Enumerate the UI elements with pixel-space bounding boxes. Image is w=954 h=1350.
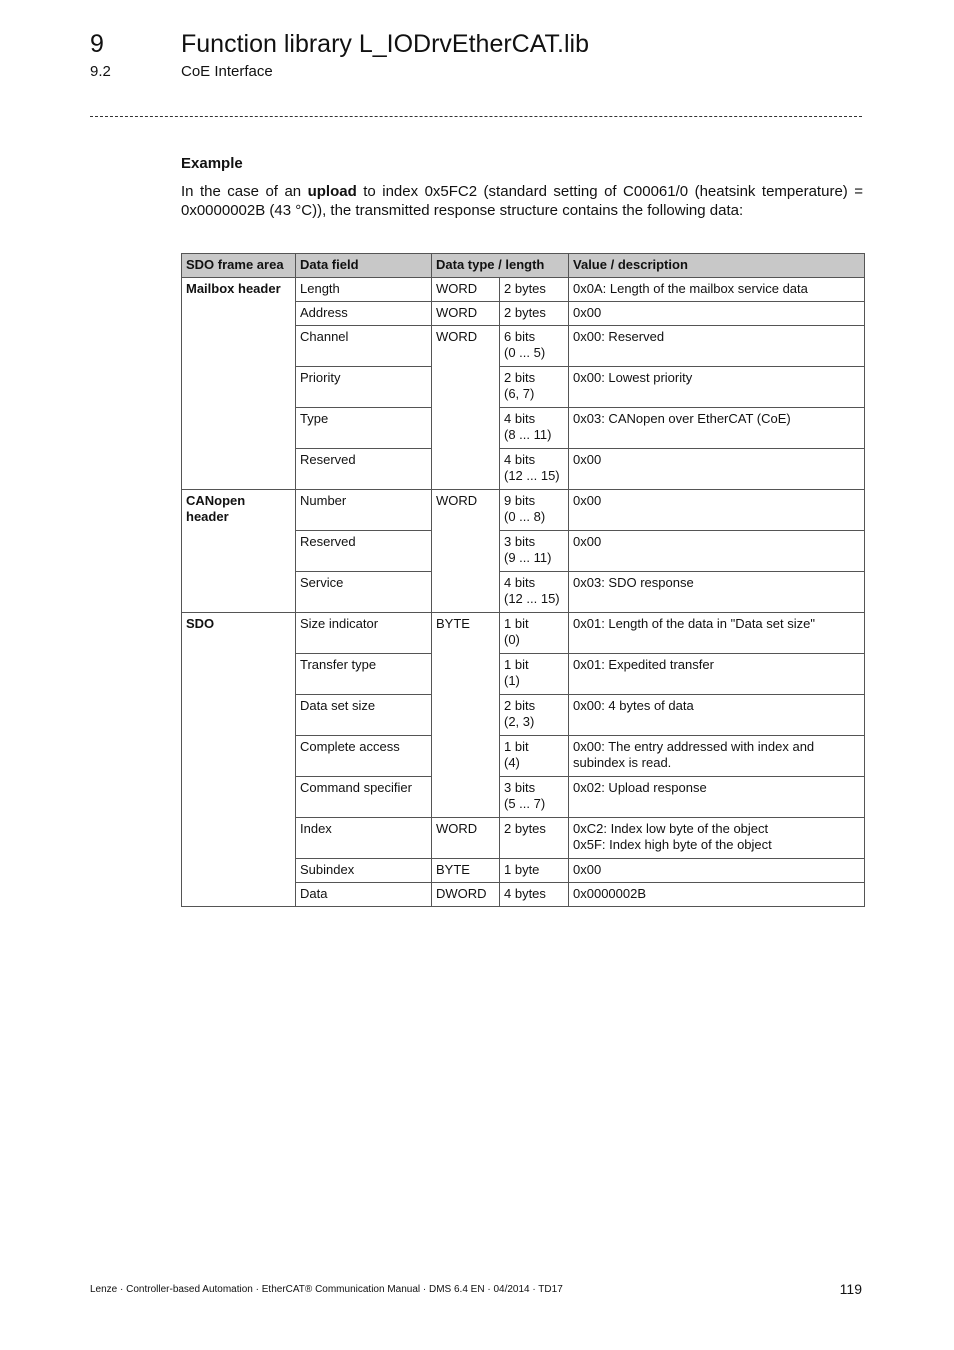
length-value: 2 bits [504,370,536,385]
length-cell [500,572,569,613]
description-cell: 0x00 [569,490,865,531]
table-row [182,613,865,654]
description-cell [569,736,865,777]
sdo-response-table [181,253,865,907]
page-number: 119 [839,1281,862,1297]
data-type-cell: WORD [432,278,500,302]
description-line: 0x00: The entry addressed with index and [573,739,815,754]
bit-range: (0) [504,632,520,647]
length-cell [500,531,569,572]
data-field-cell: Address [296,302,432,326]
data-type-cell: WORD [432,302,500,326]
length-value: 6 bits [504,329,536,344]
data-field-cell: Channel [296,326,432,367]
length-value: 1 bit [504,616,529,631]
length-cell [500,490,569,531]
description-cell: 0x01: Expedited transfer [569,654,865,695]
length-value: 1 byte [504,862,540,877]
length-value: 1 bit [504,739,529,754]
data-type-cell: BYTE [432,859,500,883]
length-cell [500,883,569,907]
length-value: 4 bits [504,452,536,467]
data-field-cell: Index [296,818,432,859]
description-cell: 0x00 [569,449,865,490]
length-cell [500,859,569,883]
description-cell: 0x00: Reserved [569,326,865,367]
description-cell: 0x00: Lowest priority [569,367,865,408]
bit-range: (0 ... 8) [504,509,546,524]
table-header-row [182,254,865,278]
description-cell: 0x00: 4 bytes of data [569,695,865,736]
description-cell [569,818,865,859]
bit-range: (1) [504,673,520,688]
length-cell [500,736,569,777]
section-title: CoE Interface [181,63,273,80]
footer-publication-info: Lenze · Controller-based Automation · EtherCAT® Communication Manual · DMS 6.4 EN · 04/2014 · TD17 [90,1284,563,1295]
description-cell: 0x00 [569,859,865,883]
data-field-cell: Complete access [296,736,432,777]
length-cell [500,302,569,326]
description-cell: 0x0000002B [569,883,865,907]
area-canopen-header: CANopen header [182,490,296,613]
header-divider [90,116,862,117]
data-field-cell: Number [296,490,432,531]
length-value: 4 bits [504,575,536,590]
data-type-cell: BYTE [432,613,500,818]
length-value: 2 bytes [504,281,546,296]
bit-range: (4) [504,755,520,770]
data-field-cell: Size indicator [296,613,432,654]
length-cell [500,777,569,818]
data-field-cell: Type [296,408,432,449]
bit-range: (2, 3) [504,714,535,729]
intro-text-start: In the case of an [181,183,308,200]
data-field-cell: Service [296,572,432,613]
header-sdo-frame-area: SDO frame area [182,254,296,278]
length-value: 4 bytes [504,886,546,901]
bit-range: (12 ... 15) [504,591,560,606]
description-line: 0xC2: Index low byte of the object [573,821,769,836]
description-line: subindex is read. [573,755,672,770]
table-row [182,278,865,302]
header-value-description: Value / description [569,254,865,278]
description-cell: 0x01: Length of the data in "Data set size" [569,613,865,654]
intro-bold-word: upload [307,183,357,200]
data-type-cell: WORD [432,818,500,859]
header-data-field: Data field [296,254,432,278]
length-cell [500,278,569,302]
data-field-cell: Length [296,278,432,302]
description-cell: 0x03: CANopen over EtherCAT (CoE) [569,408,865,449]
data-field-cell: Reserved [296,449,432,490]
data-field-cell: Priority [296,367,432,408]
data-field-cell: Data [296,883,432,907]
description-cell: 0x03: SDO response [569,572,865,613]
chapter-title: Function library L_IODrvEtherCAT.lib [181,30,590,58]
length-value: 1 bit [504,657,529,672]
example-heading: Example [181,155,243,172]
data-field-cell: Subindex [296,859,432,883]
chapter-number: 9 [90,30,104,58]
description-cell: 0x02: Upload response [569,777,865,818]
length-cell [500,818,569,859]
data-field-cell: Reserved [296,531,432,572]
description-line: 0x5F: Index high byte of the object [573,837,772,852]
header-data-type-length: Data type / length [432,254,569,278]
length-value: 3 bits [504,780,536,795]
section-number: 9.2 [90,63,111,80]
bit-range: (9 ... 11) [504,550,552,565]
data-type-cell: WORD [432,490,500,613]
description-cell: 0x0A: Length of the mailbox service data [569,278,865,302]
area-sdo: SDO [182,613,296,907]
bit-range: (0 ... 5) [504,345,546,360]
bit-range: (6, 7) [504,386,535,401]
data-type-cell: WORD [432,326,500,490]
length-cell [500,326,569,367]
length-cell [500,695,569,736]
data-field-cell: Data set size [296,695,432,736]
intro-text-end: to index 0x5FC2 (standard setting of C00061/0 (heatsink temperature) = 0x0000002B (43 °C)), the transmitted response structure contains the following data: [181,183,864,219]
bit-range: (8 ... 11) [504,427,552,442]
description-cell: 0x00 [569,531,865,572]
length-cell [500,408,569,449]
length-value: 2 bytes [504,305,546,320]
data-field-cell: Command specifier [296,777,432,818]
length-value: 3 bits [504,534,536,549]
table-row [182,490,865,531]
length-value: 4 bits [504,411,536,426]
length-value: 2 bytes [504,821,546,836]
data-field-cell: Transfer type [296,654,432,695]
length-value: 9 bits [504,493,536,508]
description-cell: 0x00 [569,302,865,326]
length-value: 2 bits [504,698,536,713]
length-cell [500,367,569,408]
length-cell [500,613,569,654]
bit-range: (12 ... 15) [504,468,560,483]
length-cell [500,654,569,695]
bit-range: (5 ... 7) [504,796,546,811]
data-type-cell: DWORD [432,883,500,907]
length-cell [500,449,569,490]
intro-paragraph [181,182,863,220]
area-mailbox-header: Mailbox header [182,278,296,490]
